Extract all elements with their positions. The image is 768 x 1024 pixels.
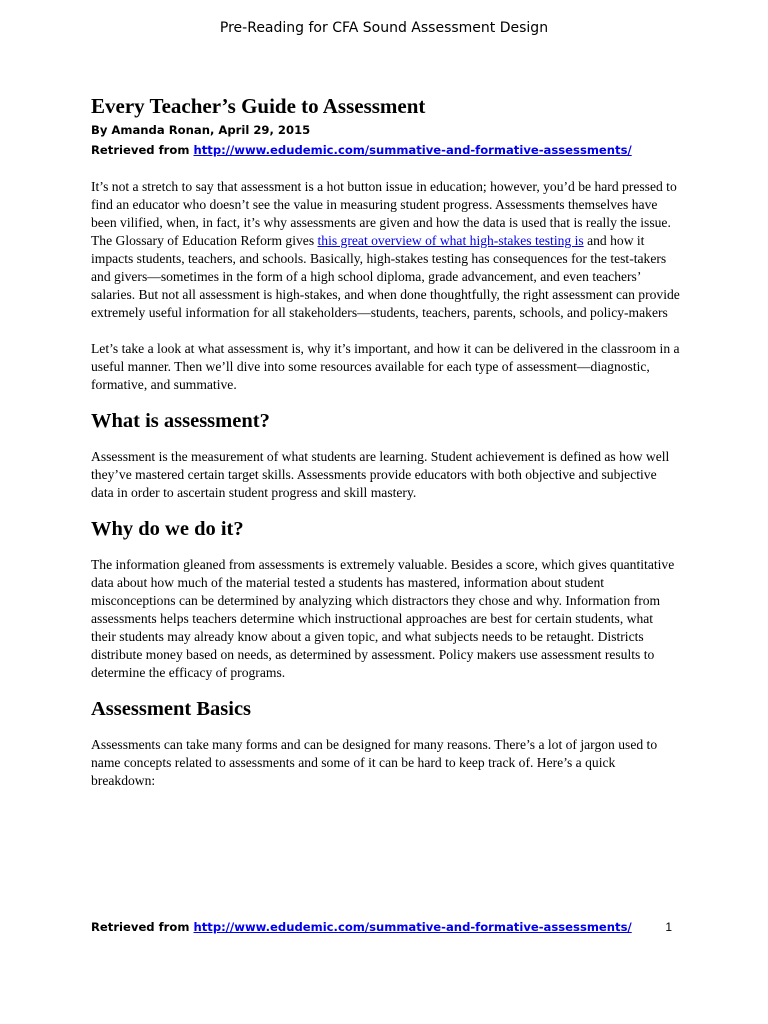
heading-what-is-assessment: What is assessment? [91,410,270,432]
high-stakes-overview-link[interactable]: this great overview of what high-stakes testing is [317,233,584,248]
what-is-assessment-paragraph: Assessment is the measurement of what students are learning. Student achievement is defined as how well they’ve mastered certain target skills. Assessments provide educators with both objective and subjective data in order to ascertain student progress and skill mastery. [91,449,670,500]
footer-source-url-link[interactable]: http://www.edudemic.com/summative-and-formative-assessments/ [193,920,632,934]
article-title: Every Teacher’s Guide to Assessment [91,94,426,118]
basics-paragraph: Assessments can take many forms and can be designed for many reasons. There’s a lot of jargon used to name concepts related to assessments and some of it can be hard to keep track of. Here’s a quick breakdown: [91,737,658,788]
heading-why-do-we-do-it: Why do we do it? [91,518,244,540]
source-url-link[interactable]: http://www.edudemic.com/summative-and-formative-assessments/ [193,143,632,157]
intro-text-part2: and how it impacts students, teachers, and schools. Basically, high-stakes testing has consequences for the test-takers and givers—sometimes in the form of a high school diploma, grade advancement, and even teachers’ salaries. But not all assessment is high-stakes, and when done thoughtfully, the right assessment can provide extremely useful information for all stakeholders—students, teachers, parents, schools, and policy-makers [91,233,680,320]
intro-paragraph-1 [91,178,681,322]
retrieved-from-line [91,140,681,160]
page-footer [91,918,681,936]
page-number: 1 [665,920,672,934]
retrieved-from-label: Retrieved from [91,143,194,157]
article-byline: By Amanda Ronan, April 29, 2015 [91,123,311,137]
page-header [0,20,768,36]
why-paragraph: The information gleaned from assessments is extremely valuable. Besides a score, which gives quantitative data about how much of the material tested a students has mastered, information about student misconceptions can be determined by analyzing which distractors they chose and why. Information from assessments helps teachers determine which instructional approaches are best for certain students, what their students may already know about a given topic, and what subjects needs to be retaught. Districts distribute money based on needs, as determined by assessment. Policy makers use assessment results to determine the efficacy of programs. [91,557,675,680]
intro-paragraph-2: Let’s take a look at what assessment is, why it’s important, and how it can be delivered in the classroom in a useful manner. Then we’ll dive into some resources available for each type of assessment—diagnostic, formative, and summative. [91,341,680,392]
heading-assessment-basics: Assessment Basics [91,698,252,720]
intro-text-part1: It’s not a stretch to say that assessment is a hot button issue in education; however, you’d be hard pressed to find an educator who doesn’t see the value in measuring student progress. Assessments themselves have been vilified, when, in fact, it’s why assessments are given and how the data is used that is really the issue. The Glossary of Education Reform gives [91,179,677,248]
page-header-text: Pre-Reading for CFA Sound Assessment Design [219,20,549,36]
footer-retrieved-label: Retrieved from [91,920,194,934]
document-body [91,92,681,790]
